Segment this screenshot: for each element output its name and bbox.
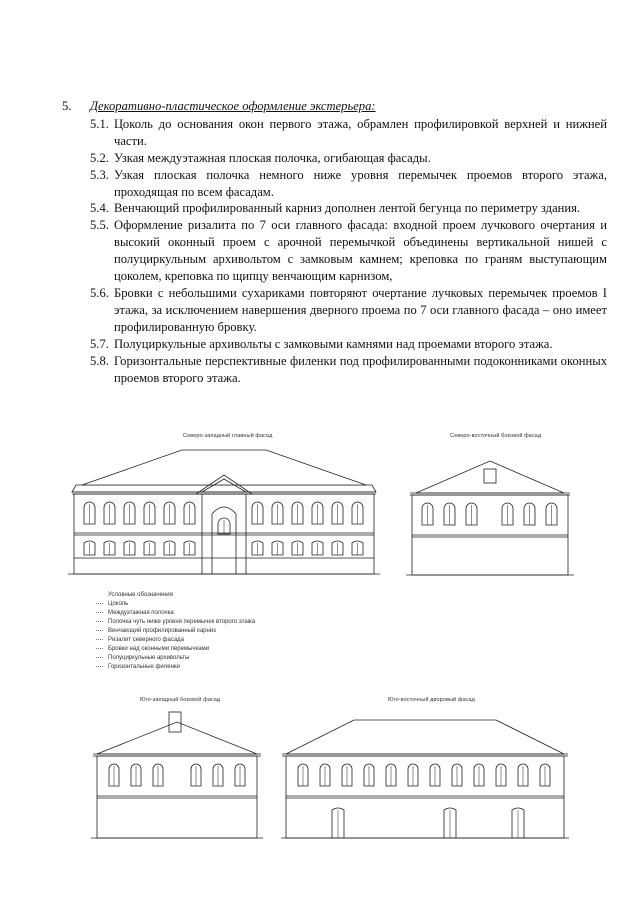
legend-item [106,654,255,663]
legend-swatch [96,666,103,670]
item-text: Узкая плоская полочка немного ниже уровня перемычек проемов второго этажа, проходящая по всем фасадам. [114,167,607,199]
legend-swatch [96,603,103,607]
list-item [62,200,607,217]
item-text: Цоколь до основания окон первого этажа, обрамлен профилировкой верхней и нижней части. [114,116,607,148]
item-text: Бровки с небольшими сухариками повторяют очертание лучковых перемычек проемов I этажа, за исключением навершения дверного проема по 7 оси главного фасада – оно имеет профилированную бровку. [114,285,607,334]
legend-label: Полуциркульные архивольты [108,655,190,661]
legend-item [106,663,255,672]
sw-facade-caption: Юго-западный боковой фасад [140,697,221,703]
legend [106,591,255,672]
legend-swatch [96,648,103,652]
list-item [62,353,607,387]
legend-item [106,627,255,636]
legend-item [106,618,255,627]
legend-label: Венчающий профилированный карниз [108,628,216,634]
item-number: 5.5. [90,218,109,233]
section-heading [62,98,607,115]
legend-label: Ризалит северного фасада [108,637,184,643]
item-number: 5.8. [90,353,109,368]
legend-swatch [96,630,103,634]
item-text: Оформление ризалита по 7 оси главного фасада: входной проем лучкового очертания и высокий оконный проем с арочной перемычкой объединены вертикальной нишей с полуциркульным архивольтом с замковым камнем; креповка по граням выступающим цоколем, креповка по щипцу венчающим карнизом, [114,218,607,284]
item-number: 5.4. [90,201,109,216]
se-facade-caption: Юго-восточный дворовый фасад [388,697,475,703]
legend-item [106,609,255,618]
nw-facade-drawing [66,442,382,580]
list-item [62,150,607,167]
item-number: 5.1. [90,116,109,131]
list-item [62,217,607,285]
item-text: Узкая междуэтажная плоская полочка, огибающая фасады. [114,150,431,165]
list-item [62,285,607,336]
legend-swatch [96,639,103,643]
list-item [62,336,607,353]
legend-label: Полочка чуть ниже уровня перемычек второго этажа [108,619,256,625]
legend-label: Междуэтажная полочка [108,610,174,616]
item-number: 5.6. [90,285,109,300]
ne-facade-caption: Северо-восточный боковой фасад [450,433,542,439]
legend-label: Цоколь [108,601,129,607]
legend-item [106,600,255,609]
legend-label: Горизонтальные филенки [108,664,180,670]
item-number: 5.7. [90,336,109,351]
section-title: Декоративно-пластическое оформление экстерьера: [90,99,376,113]
legend-swatch [96,612,103,616]
legend-item [106,636,255,645]
text-block [62,98,607,386]
legend-swatch [96,621,103,625]
ne-facade-drawing [404,455,576,579]
item-number: 5.2. [90,150,109,165]
list-item [62,116,607,150]
item-text: Венчающий профилированный карниз дополнен лентой бегунца по периметру здания. [114,201,581,216]
legend-item [106,645,255,654]
item-text: Полуциркульные архивольты с замковыми камнями над проемами второго этажа. [114,336,553,351]
list-item [62,167,607,201]
legend-label: Бровки над оконными перемычками [108,646,210,652]
legend-swatch [96,657,103,661]
section-number: 5. [62,99,72,113]
item-number: 5.3. [90,167,109,182]
legend-title: Условные обозначения [108,592,173,598]
nw-facade-caption: Северо-западный главный фасад [183,433,273,439]
item-text: Горизонтальные перспективные филенки под профилированными подоконниками оконных проемов второго этажа. [114,353,607,385]
sw-facade-drawing [89,708,265,844]
se-facade-drawing [280,708,570,844]
